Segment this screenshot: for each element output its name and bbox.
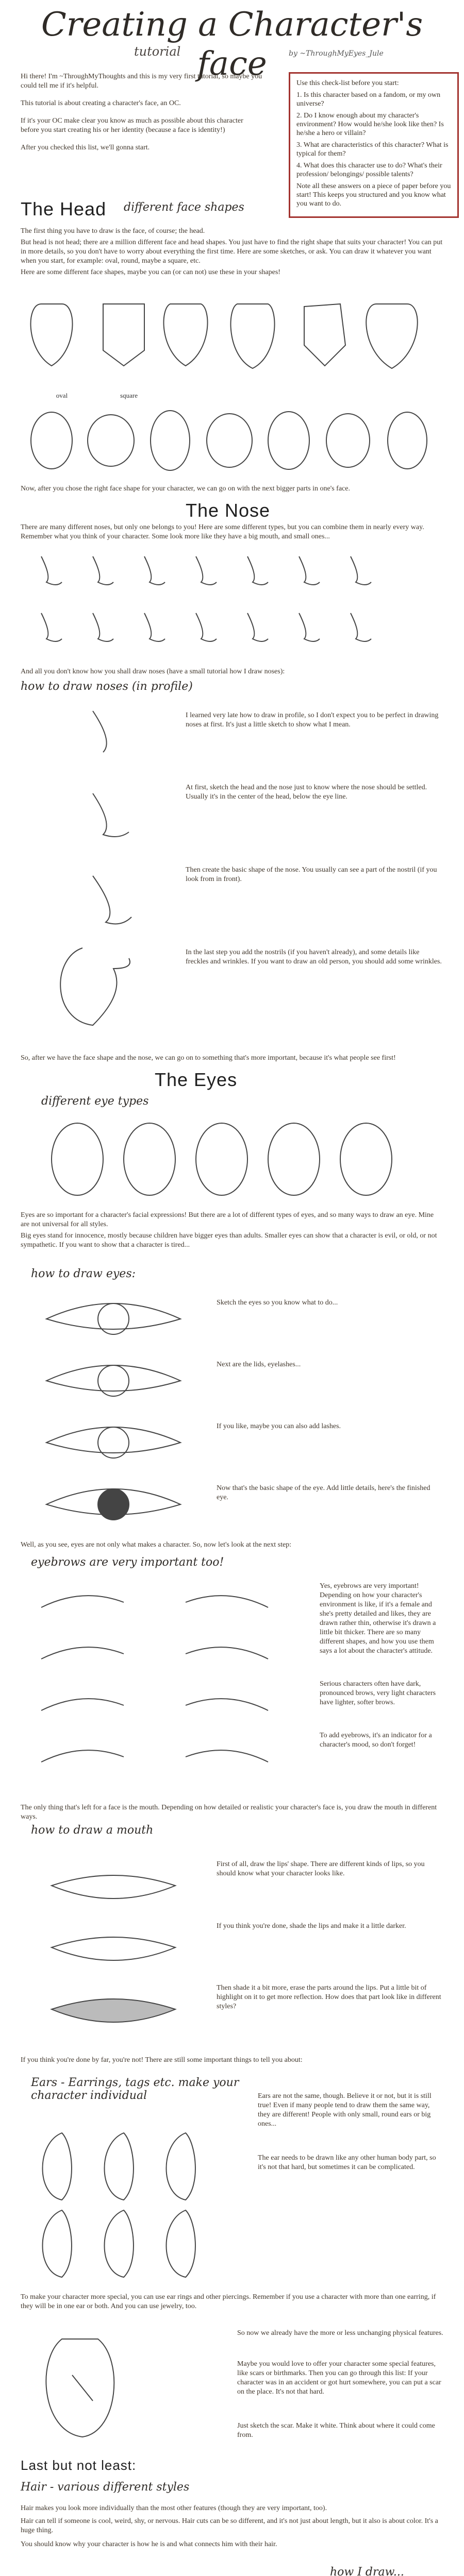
head-text-1: The first thing you have to draw is the face, of course; the head. (21, 227, 205, 235)
nose-step-4: In the last step you add the nostrils (if you haven't already), and some details like freckles and wrinkles. If you want to draw an old person, you should add some wrinkles. (186, 948, 442, 965)
intro-paragraph-4: After you checked this list, we'll gonna start. (21, 144, 150, 151)
nose-steps-svg (31, 701, 155, 1030)
intro-text (21, 72, 263, 161)
face-label-square: square (120, 392, 138, 399)
nose-step-2: At first, sketch the head and the nose just to know where the nose should be settled. Usually it's in the center of the head, below the eye line. (186, 784, 427, 801)
face-shapes-row-2 (21, 407, 443, 479)
hair-handwritten-2: how I draw... (330, 2566, 404, 2576)
eye-step-1: Sketch the eyes so you know what to do... (217, 1299, 338, 1307)
nose-step-5: So, after we have the face shape and the nose, we can go on to something that's more important, because it's what people see first! (21, 1054, 396, 1062)
nose-text-1: There are many different noses, but only one belongs to you! Here are some different types, but you can combine them in nearly every way. Remember what you think of your character. Some look more like they have a big mouth, and small ones... (21, 523, 424, 540)
eyebrows-handwritten: eyebrows are very important too! (31, 1556, 224, 1569)
face-shapes-row-1 (21, 289, 443, 386)
page-title: Creating a Character's face (41, 6, 423, 83)
ears-sketch (31, 2123, 247, 2287)
hair-text-2: Hair can tell if someone is cool, weird, shy, or nervous. Hair cuts can be so different, and it's not just about length, but it also is about color. It's a huge thing. (21, 2517, 438, 2534)
eyes-text-2: Big eyes stand for innocence, mostly because children have bigger eyes than adults. Smaller eyes can show that a character is evil, or old, or not sympathetic. If you want to show that a character is tired... (21, 1232, 437, 1249)
section-eyes-title: The Eyes (155, 1069, 238, 1090)
mouth-step-2: If you think you're done, shade the lips and make it a little darker. (217, 1922, 406, 1930)
checklist-line: 1. Is this character based on a fandom, or my own universe? (296, 91, 441, 108)
face-shapes-sketch-2 (21, 407, 443, 479)
eyebrow-sketch (21, 1577, 309, 1793)
eyes-handwritten-2: how to draw eyes: (31, 1267, 136, 1280)
nose-step-3: Then create the basic shape of the nose. You usually can see a part of the nostril (if you look from in front). (186, 866, 437, 883)
checklist-box (289, 72, 459, 218)
scars-text-3: Just sketch the scar. Make it white. Think about where it could come from. (237, 2422, 435, 2439)
eye-step-2: Next are the lids, eyelashes... (217, 1361, 301, 1368)
eyes-handwritten-1: different eye types (41, 1095, 149, 1108)
head-text-2: But head is not head; there are a million different face and head shapes. You just have to find the right shape that suits your character! You can put in more details, so you don't have to worry about everything the first time. Here are some sketches, or ask. You can draw it whatever you want when you start, for example: oval, round, maybe a square, etc. (21, 239, 443, 265)
section-nose-title: The Nose (186, 500, 271, 521)
ears-handwritten: Ears - Earrings, tags etc. make your character individual (31, 2076, 239, 2102)
mouth-step-1: First of all, draw the lips' shape. There are different kinds of lips, so you should know what your character looks like. (217, 1860, 425, 1877)
checklist-line: Note all these answers on a piece of paper before you start! This keeps you structured and you know what you want to do. (296, 182, 451, 208)
eye-step-3: If you like, maybe you can also add lashes. (217, 1422, 341, 1430)
page-subtitle: tutorial (134, 44, 181, 59)
checklist-line: 2. Do I know enough about my character's environment? How would he/she look like then? Is he/she a hero or villain? (296, 112, 444, 137)
ears-svg (31, 2123, 247, 2287)
nose-text-2: And all you don't know how you shall draw noses (have a small tutorial how I draw noses): (21, 668, 285, 675)
mouth-step-3: Then shade it a bit more, erase the parts around the lips. Put a little bit of highlight on it to get more reflection. How does that part look like in different styles? (217, 1984, 441, 2010)
hair-handwritten: Hair - various different styles (21, 2481, 190, 2494)
head-text-3: Here are some different face shapes, maybe you can (or can not) use these in your shapes! (21, 268, 280, 276)
eye-steps-svg (36, 1288, 191, 1525)
nose-types-sketch (31, 546, 433, 665)
nose-step-1: I learned very late how to draw in profile, so I don't expect you to be perfect in drawing noses at first. It's just a little sketch to show what I mean. (186, 711, 439, 728)
eye-types (46, 1113, 418, 1206)
intro-paragraph-3: If it's your OC make clear you know as much as possible about this character before you start creating his or her identity (because a face is identity!) (21, 117, 243, 134)
hair-heading: Last but not least: (21, 2458, 137, 2473)
scars-text-1: So now we already have the more or less unchanging physical features. (237, 2329, 443, 2337)
section-head-title: The Head (21, 198, 107, 219)
hair-text-1: Hair makes you look more individually than the most other features (though they are very important, too). (21, 2504, 327, 2512)
eyes-text-3: Well, as you see, eyes are not only what makes a character. So, now let's look at the next step: (21, 1541, 292, 1549)
checklist-line: 3. What are characteristics of this character? What is typical for them? (296, 141, 449, 158)
mouth-text-1: The only thing that's left for a face is the mouth. Depending on how detailed or realistic your character's face is, you draw the mouth in different ways. (21, 1804, 437, 1821)
face-label-oval: oval (56, 392, 68, 399)
nose-steps-sketch (31, 701, 155, 1030)
ears-text-3: To make your character more special, you can use ear rings and other piercings. Remember if you use a character with more than one earring, if they will be in one ear or both. And you can use jewelry, too. (21, 2293, 436, 2310)
scars-text-2: Maybe you would love to offer your character some special features, like scars or birthmarks. Then you can go through this list: If your character was in an accident or got hurt somewhere, you can put a scar on the place. It's not that hard. (237, 2360, 441, 2396)
head-text-4: Now, after you chose the right face shape for your character, we can go on with the next bigger parts in one's face. (21, 485, 350, 493)
eyebrow-text-3: To add eyebrows, it's an indicator for a character's mood, so don't forget! (320, 1732, 432, 1749)
checklist-line: Use this check-list before you start: (296, 79, 399, 87)
scars-svg (31, 2329, 227, 2442)
nose-handwritten: how to draw noses (in profile) (21, 680, 193, 693)
nose-types (31, 546, 433, 665)
mouth-sketch (36, 1855, 191, 2040)
eye-steps-sketch (36, 1288, 191, 1525)
mouth-handwritten: how to draw a mouth (31, 1824, 154, 1837)
eyebrow-text-1: Yes, eyebrows are very important! Depending on how your character's environment is like, if it's a female and she's pretty detailed and likes, they are drawn rather thin, otherwise it's drawn a little bit thicker. There are so many different shapes, and how you use them says a lot about the character's attitude. (320, 1582, 436, 1655)
face-shapes-sketch (21, 289, 443, 386)
eyebrow-text-2: Serious characters often have dark, pronounced brows, very light characters have lighter, softer brows. (320, 1680, 436, 1706)
intro-paragraph-2: This tutorial is about creating a character's face, an OC. (21, 99, 181, 107)
hair-text-3: You should know why your character is how he is and what connects him with their hair. (21, 2540, 277, 2548)
byline: by ~ThroughMyEyes_Jule (289, 49, 384, 58)
checklist-line: 4. What does this character use to do? What's their profession/ belongings/ possible talents? (296, 162, 442, 178)
section-head-handwritten: different face shapes (124, 201, 244, 214)
intro-paragraph-1: Hi there! I'm ~ThroughMyThoughts and this is my very first tutorial, so maybe you could tell me if it's helpful. (21, 73, 262, 90)
mouth-text-2: If you think you're done by far, you're not! There are still some important things to tell you about: (21, 2056, 303, 2064)
eyebrow-svg (21, 1577, 309, 1793)
ears-text-2: The ear needs to be drawn like any other human body part, so it's not that hard, but sometimes it can be complicated. (258, 2154, 436, 2171)
eye-types-svg (46, 1113, 418, 1206)
scars-sketch (31, 2329, 227, 2442)
mouth-svg (36, 1855, 191, 2040)
eye-step-4: Now that's the basic shape of the eye. Add little details, here's the finished eye. (217, 1484, 430, 1501)
eyes-text-1: Eyes are so important for a character's facial expressions! But there are a lot of different types of eyes, and so many ways to draw an eye. Mine are not universal for all styles. (21, 1211, 434, 1228)
ears-text-1: Ears are not the same, though. Believe it or not, but it is still true! Even if many people tend to draw them the same way, they are different! People with only small, round ears or big ones... (258, 2092, 432, 2128)
